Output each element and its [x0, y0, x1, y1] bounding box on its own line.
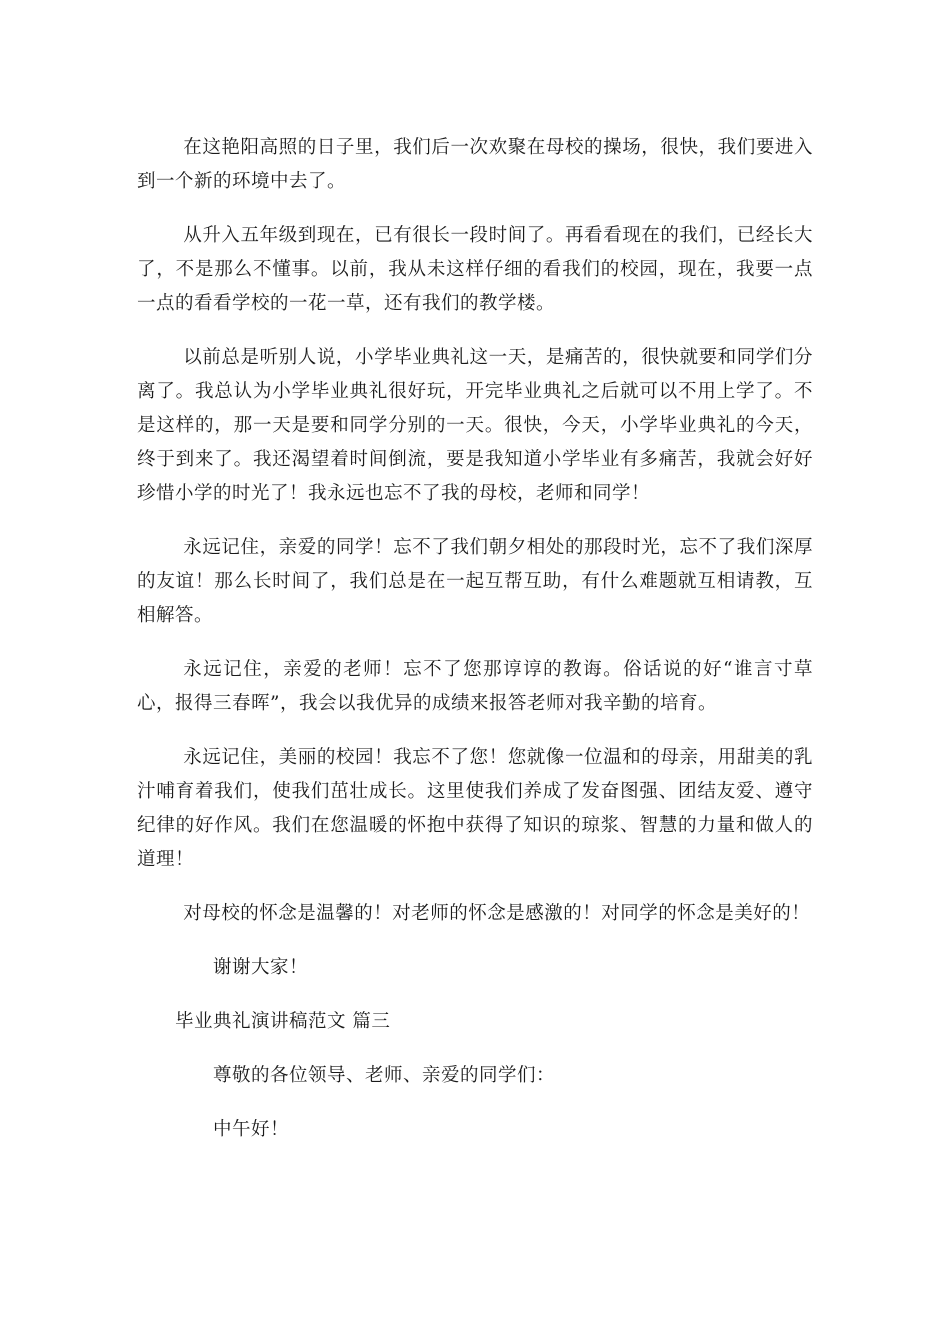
paragraph-3: 以前总是听别人说，小学毕业典礼这一天，是痛苦的，很快就要和同学们分离了。我总认为小学毕业典礼很好玩，开完毕业典礼之后就可以不用上学了。不是这样的，那一天是要和同学分别的一天。很快，今天，小学毕业典礼的今天，终于到来了。我还渴望着时间倒流，要是我知道小学毕业有多痛苦，我就会好好珍惜小学的时光了！我永远也忘不了我的母校，老师和同学！: [137, 347, 813, 504]
paragraph-6: 永远记住，美丽的校园！我忘不了您！您就像一位温和的母亲，用甜美的乳汁哺育着我们，使我们茁壮成长。这里使我们养成了发奋图强、团结友爱、遵守纪律的好作风。我们在您温暖的怀抱中获得了知识的琼浆、智慧的力量和做人的道理！: [137, 747, 813, 870]
paragraph-2: 从升入五年级到现在，已有很长一段时间了。再看看现在的我们，已经长大了，不是那么不懂事。以前，我从未这样仔细的看我们的校园，现在，我要一点一点的看看学校的一花一草，还有我们的教学楼。: [137, 225, 813, 314]
thanks-line: 谢谢大家！: [213, 957, 309, 978]
section-heading: 毕业典礼演讲稿范文 篇三: [175, 1011, 391, 1032]
greeting-line: 中午好！: [213, 1119, 290, 1140]
paragraph-5: 永远记住，亲爱的老师！忘不了您那谆谆的教诲。俗话说的好“谁言寸草心，报得三春晖”，我会以我优异的成绩来报答老师对我辛勤的培育。: [137, 659, 813, 714]
document-body: [137, 131, 813, 1167]
paragraph-1: 在这艳阳高照的日子里，我们后一次欢聚在母校的操场，很快，我们要进入到一个新的环境中去了。: [137, 137, 813, 192]
salutation-line: 尊敬的各位领导、老师、亲爱的同学们：: [213, 1065, 556, 1086]
paragraph-7: 对母校的怀念是温馨的！对老师的怀念是感激的！对同学的怀念是美好的！: [183, 903, 811, 924]
paragraph-4: 永远记住，亲爱的同学！忘不了我们朝夕相处的那段时光，忘不了我们深厚的友谊！那么长时间了，我们总是在一起互帮互助，有什么难题就互相请教，互相解答。: [137, 537, 813, 626]
